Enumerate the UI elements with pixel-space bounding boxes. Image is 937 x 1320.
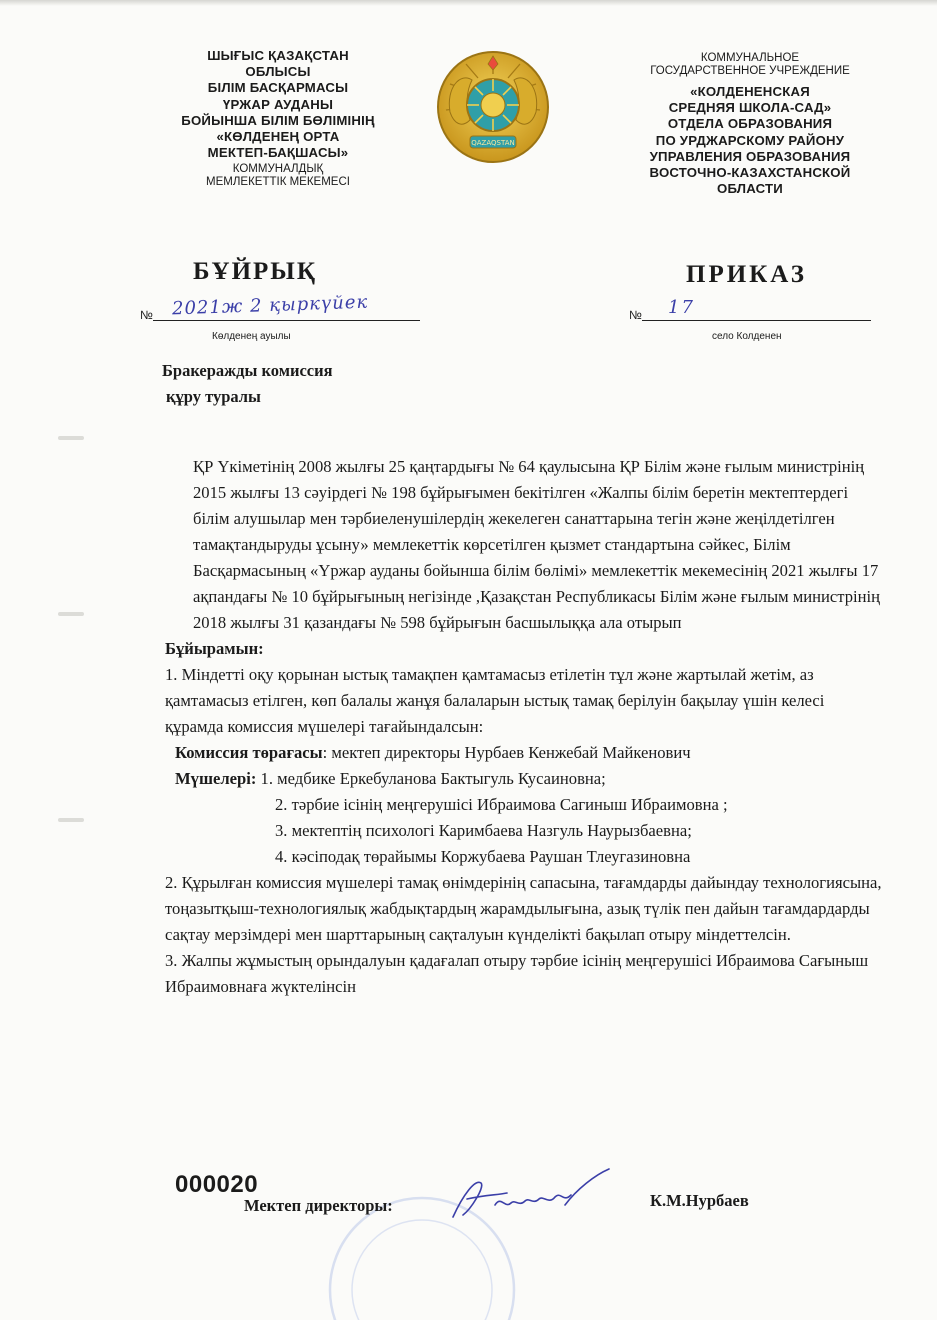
preamble-paragraph: ҚР Үкіметінің 2008 жылғы 25 қаңтардығы № 64 қаулысына ҚР Білім және ғылым министрінің 2015 жылғы 13 сәуірдегі № 198 бұйрығымен бекітілген «Жалпы білім беретін мектептердегі білім алушылар мен тәрбиеленушілердің жекелеген санаттарына тегін және жеңілдетілген тамақтандыруды ұсыну» мемлекеттік көрсетілген қызмет стандартына сәйкес, Білім Басқармасының «Үржар ауданы бойынша білім бөлімі» мемлекеттік мекемесінің 2021 жылғы 17 ақпандағы № 10 бұйрығының негізінде ,Қазақстан Республикасы Білім және ғылым министрінің 2018 жылғы 31 қазандағы № 598 бұйрығын басшылыққа ала отырып [193,457,881,632]
header-right-line: УПРАВЛЕНИЯ ОБРАЗОВАНИЯ [649,148,851,164]
members-line [165,766,885,792]
place-kazakh: Көлденең ауылы [212,331,291,342]
member-2: 2. тәрбие ісінің меңгерушісі Ибраимова Сагиныш Ибраимовна ; [275,795,728,814]
header-right-russian [610,52,890,197]
header-right-line: ПО УРДЖАРСКОМУ РАЙОНУ [655,132,845,148]
signature-label: Мектеп директоры: [244,1196,393,1215]
signer-name: К.М.Нурбаев [650,1191,749,1210]
commission-chair-line [165,740,885,766]
order-word: Бұйырамын: [165,639,264,658]
handwritten-date: 2021ж 2 қыркүйек [171,291,369,320]
header-right-line: СРЕДНЯЯ ШКОЛА-САД» [668,100,832,116]
number-sign: № [629,308,642,322]
header-right-line: КОММУНАЛЬНОЕ [700,52,800,64]
item-1-paragraph: 1. Міндетті оқу қорынан ыстық тамақпен қамтамасыз етілетін тұл және жартылай жетім, аз қамтамасыз етілген, көп балалы жанұя балаларын ыстық тамақ берілуін бақылау үшін келесі құрамда комиссия мүшелері тағайындалсын: [165,665,825,736]
header-right-line: ОТДЕЛА ОБРАЗОВАНИЯ [667,116,833,132]
header-left-line: БІЛІМ БАСҚАРМАСЫ [207,80,349,96]
handwritten-order-number: 17 [668,297,695,318]
subject-line: Бракеражды комиссия [162,361,333,380]
order-number-line-right [629,306,871,322]
order-subject [162,358,333,410]
header-left-line: МЕМЛЕКЕТТІК МЕКЕМЕСІ [206,176,350,189]
state-emblem-icon [436,50,550,164]
member-4: 4. кәсіподақ төрайымы Коржубаева Раушан Тлеугазиновна [275,847,691,866]
header-left-line: КОММУНАЛДЫҚ [232,163,324,176]
header-right-line: «КОЛДЕНЕНСКАЯ [690,84,810,99]
header-left-kazakh [128,48,428,189]
document-number: 000020 [175,1171,259,1198]
emblem-inscription: QAZAQSTAN [471,139,515,147]
header-right-line: ГОСУДАРСТВЕННОЕ УЧРЕЖДЕНИЕ [650,65,850,77]
member-1: 1. медбике Еркебуланова Бактыгуль Кусаиновна; [260,769,606,788]
place-russian: село Колденен [712,331,782,342]
chair-label: Комиссия төрағасы [175,743,323,762]
scan-top-edge [0,0,937,6]
punch-mark [58,612,84,616]
chair-text: : мектеп директоры Нурбаев Кенжебай Майкенович [322,743,691,762]
signature-icon [445,1165,615,1225]
title-russian: ПРИКАЗ [686,261,807,288]
item-3-paragraph: 3. Жалпы жұмыстың орындалуын қадағалап отыру тәрбие ісінің меңгерушісі Ибраимова Сағыныш Ибраимовнаға жүктелінсін [165,951,869,996]
number-sign: № [140,308,153,322]
header-right-line: ОБЛАСТИ [717,181,783,197]
members-label: Мүшелері: [175,769,257,788]
header-right-line: ВОСТОЧНО-КАЗАХСТАНСКОЙ [649,165,851,181]
header-left-line: МЕКТЕП-БАҚШАСЫ» [207,145,349,161]
header-left-line: ОБЛЫСЫ [245,64,311,80]
member-3: 3. мектептің психологі Каримбаева Назгуль Наурызбаевна; [275,821,692,840]
header-left-line: БОЙЫНША БІЛІМ БӨЛІМІНІҢ [181,112,375,128]
punch-mark [58,436,84,440]
header-left-line: ШЫҒЫС ҚАЗАҚСТАН [207,48,349,63]
title-kazakh: БҰЙРЫҚ [193,258,317,285]
subject-line: құру туралы [166,387,261,406]
item-2-paragraph: 2. Құрылған комиссия мүшелері тамақ өнімдерінің сапасына, тағамдарды дайындау технологиясына, тоңазытқыш-технологиялық жабдықтардың жарамдылығына, азық түлік пен дайын тағамдардарды сақтау мерзімдері мен шарттарының сақталуын күнделікті бақылап отыру міндеттелсін. [165,873,882,944]
punch-mark [58,818,84,822]
header-left-line: ҮРЖАР АУДАНЫ [222,96,334,112]
order-body [165,454,885,1000]
header-left-line: «КӨЛДЕНЕҢ ОРТА [216,129,340,145]
